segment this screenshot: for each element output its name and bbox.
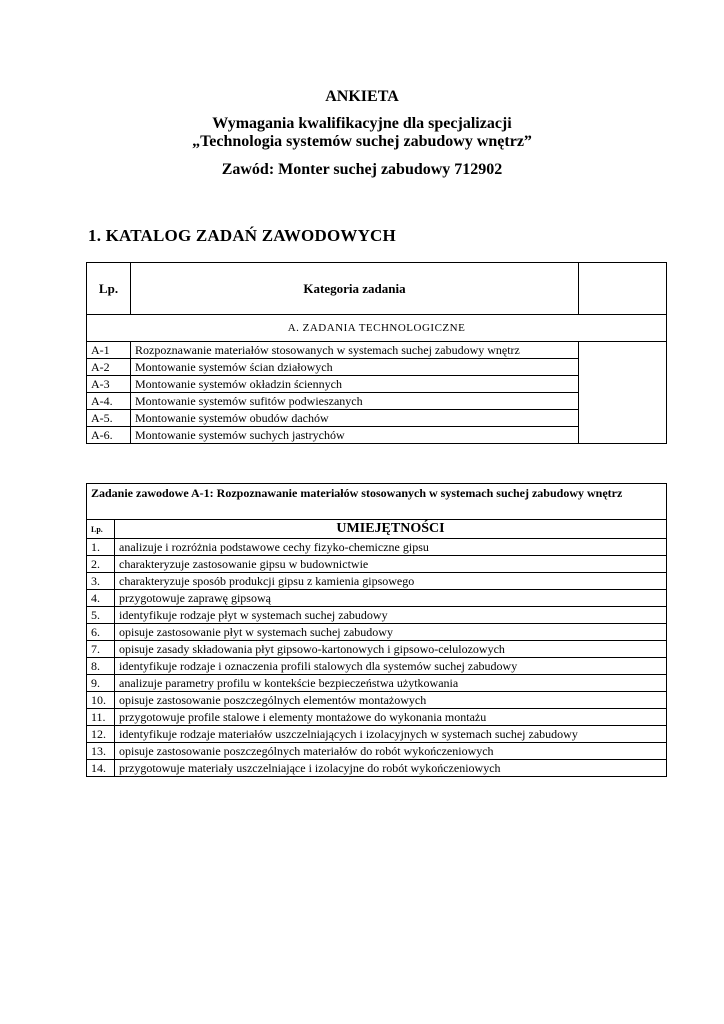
row-lp: 12. bbox=[87, 726, 115, 743]
task-catalog-table bbox=[86, 262, 667, 444]
table-row bbox=[87, 743, 667, 760]
skills-table bbox=[86, 483, 667, 777]
column-header-category: Kategoria zadania bbox=[131, 263, 579, 315]
table-row bbox=[87, 539, 667, 556]
row-task: Montowanie systemów okładzin ściennych bbox=[131, 376, 579, 393]
table-row bbox=[87, 641, 667, 658]
row-skill: przygotowuje profile stalowe i elementy montażowe do wykonania montażu bbox=[115, 709, 667, 726]
row-skill: identyfikuje rodzaje i oznaczenia profili stalowych dla systemów suchej zabudowy bbox=[115, 658, 667, 675]
table-row bbox=[87, 726, 667, 743]
row-lp: 11. bbox=[87, 709, 115, 726]
row-lp: 6. bbox=[87, 624, 115, 641]
table-row bbox=[87, 590, 667, 607]
column-header-lp: Lp. bbox=[87, 520, 115, 539]
row-lp: 2. bbox=[87, 556, 115, 573]
row-skill: analizuje parametry profilu w kontekście bezpieczeństwa użytkowania bbox=[115, 675, 667, 692]
row-lp: 10. bbox=[87, 692, 115, 709]
table-row bbox=[87, 675, 667, 692]
row-lp: 8. bbox=[87, 658, 115, 675]
row-task: Montowanie systemów obudów dachów bbox=[131, 410, 579, 427]
row-lp: A-1 bbox=[87, 342, 131, 359]
row-skill: identyfikuje rodzaje materiałów uszczelniających i izolacyjnych w systemach suchej zabudowy bbox=[115, 726, 667, 743]
table-row bbox=[87, 342, 667, 359]
row-lp: 7. bbox=[87, 641, 115, 658]
row-task: Montowanie systemów sufitów podwieszanych bbox=[131, 393, 579, 410]
skills-table-title: Zadanie zawodowe A-1: Rozpoznawanie materiałów stosowanych w systemach suchej zabudowy wnętrz bbox=[87, 484, 667, 520]
blank-merged-cell bbox=[579, 342, 667, 444]
row-lp: 5. bbox=[87, 607, 115, 624]
row-lp: 4. bbox=[87, 590, 115, 607]
table-row bbox=[87, 692, 667, 709]
table-row bbox=[87, 760, 667, 777]
row-lp: 3. bbox=[87, 573, 115, 590]
row-skill: charakteryzuje zastosowanie gipsu w budownictwie bbox=[115, 556, 667, 573]
row-skill: opisuje zastosowanie poszczególnych elementów montażowych bbox=[115, 692, 667, 709]
row-lp: 13. bbox=[87, 743, 115, 760]
table-row bbox=[87, 709, 667, 726]
row-lp: 14. bbox=[87, 760, 115, 777]
table-row bbox=[87, 556, 667, 573]
specialization-name: „Technologia systemów suchej zabudowy wnętrz” bbox=[192, 133, 532, 150]
row-lp: A-4. bbox=[87, 393, 131, 410]
row-lp: A-6. bbox=[87, 427, 131, 444]
table-row bbox=[87, 607, 667, 624]
row-skill: opisuje zasady składowania płyt gipsowo-kartonowych i gipsowo-celulozowych bbox=[115, 641, 667, 658]
section-title: 1. KATALOG ZADAŃ ZAWODOWYCH bbox=[88, 226, 396, 245]
column-header-skills: UMIEJĘTNOŚCI bbox=[115, 520, 667, 539]
row-lp: A-5. bbox=[87, 410, 131, 427]
table-row bbox=[87, 624, 667, 641]
group-label: A. ZADANIA TECHNOLOGICZNE bbox=[87, 315, 667, 342]
profession-line: Zawód: Monter suchej zabudowy 712902 bbox=[221, 161, 503, 178]
table-row bbox=[87, 658, 667, 675]
table-row bbox=[87, 573, 667, 590]
column-header-lp: Lp. bbox=[87, 263, 131, 315]
row-task: Montowanie systemów ścian działowych bbox=[131, 359, 579, 376]
document-title: ANKIETA bbox=[325, 88, 399, 105]
row-lp: 9. bbox=[87, 675, 115, 692]
row-skill: identyfikuje rodzaje płyt w systemach suchej zabudowy bbox=[115, 607, 667, 624]
row-skill: przygotowuje materiały uszczelniające i izolacyjne do robót wykończeniowych bbox=[115, 760, 667, 777]
row-skill: opisuje zastosowanie poszczególnych materiałów do robót wykończeniowych bbox=[115, 743, 667, 760]
row-skill: charakteryzuje sposób produkcji gipsu z kamienia gipsowego bbox=[115, 573, 667, 590]
row-lp: A-2 bbox=[87, 359, 131, 376]
row-skill: analizuje i rozróżnia podstawowe cechy fizyko-chemiczne gipsu bbox=[115, 539, 667, 556]
row-task: Montowanie systemów suchych jastrychów bbox=[131, 427, 579, 444]
row-task: Rozpoznawanie materiałów stosowanych w systemach suchej zabudowy wnętrz bbox=[131, 342, 579, 359]
row-skill: przygotowuje zaprawę gipsową bbox=[115, 590, 667, 607]
row-lp: 1. bbox=[87, 539, 115, 556]
document-subtitle: Wymagania kwalifikacyjne dla specjalizacji bbox=[212, 115, 512, 132]
row-lp: A-3 bbox=[87, 376, 131, 393]
column-header-empty bbox=[579, 263, 667, 315]
row-skill: opisuje zastosowanie płyt w systemach suchej zabudowy bbox=[115, 624, 667, 641]
